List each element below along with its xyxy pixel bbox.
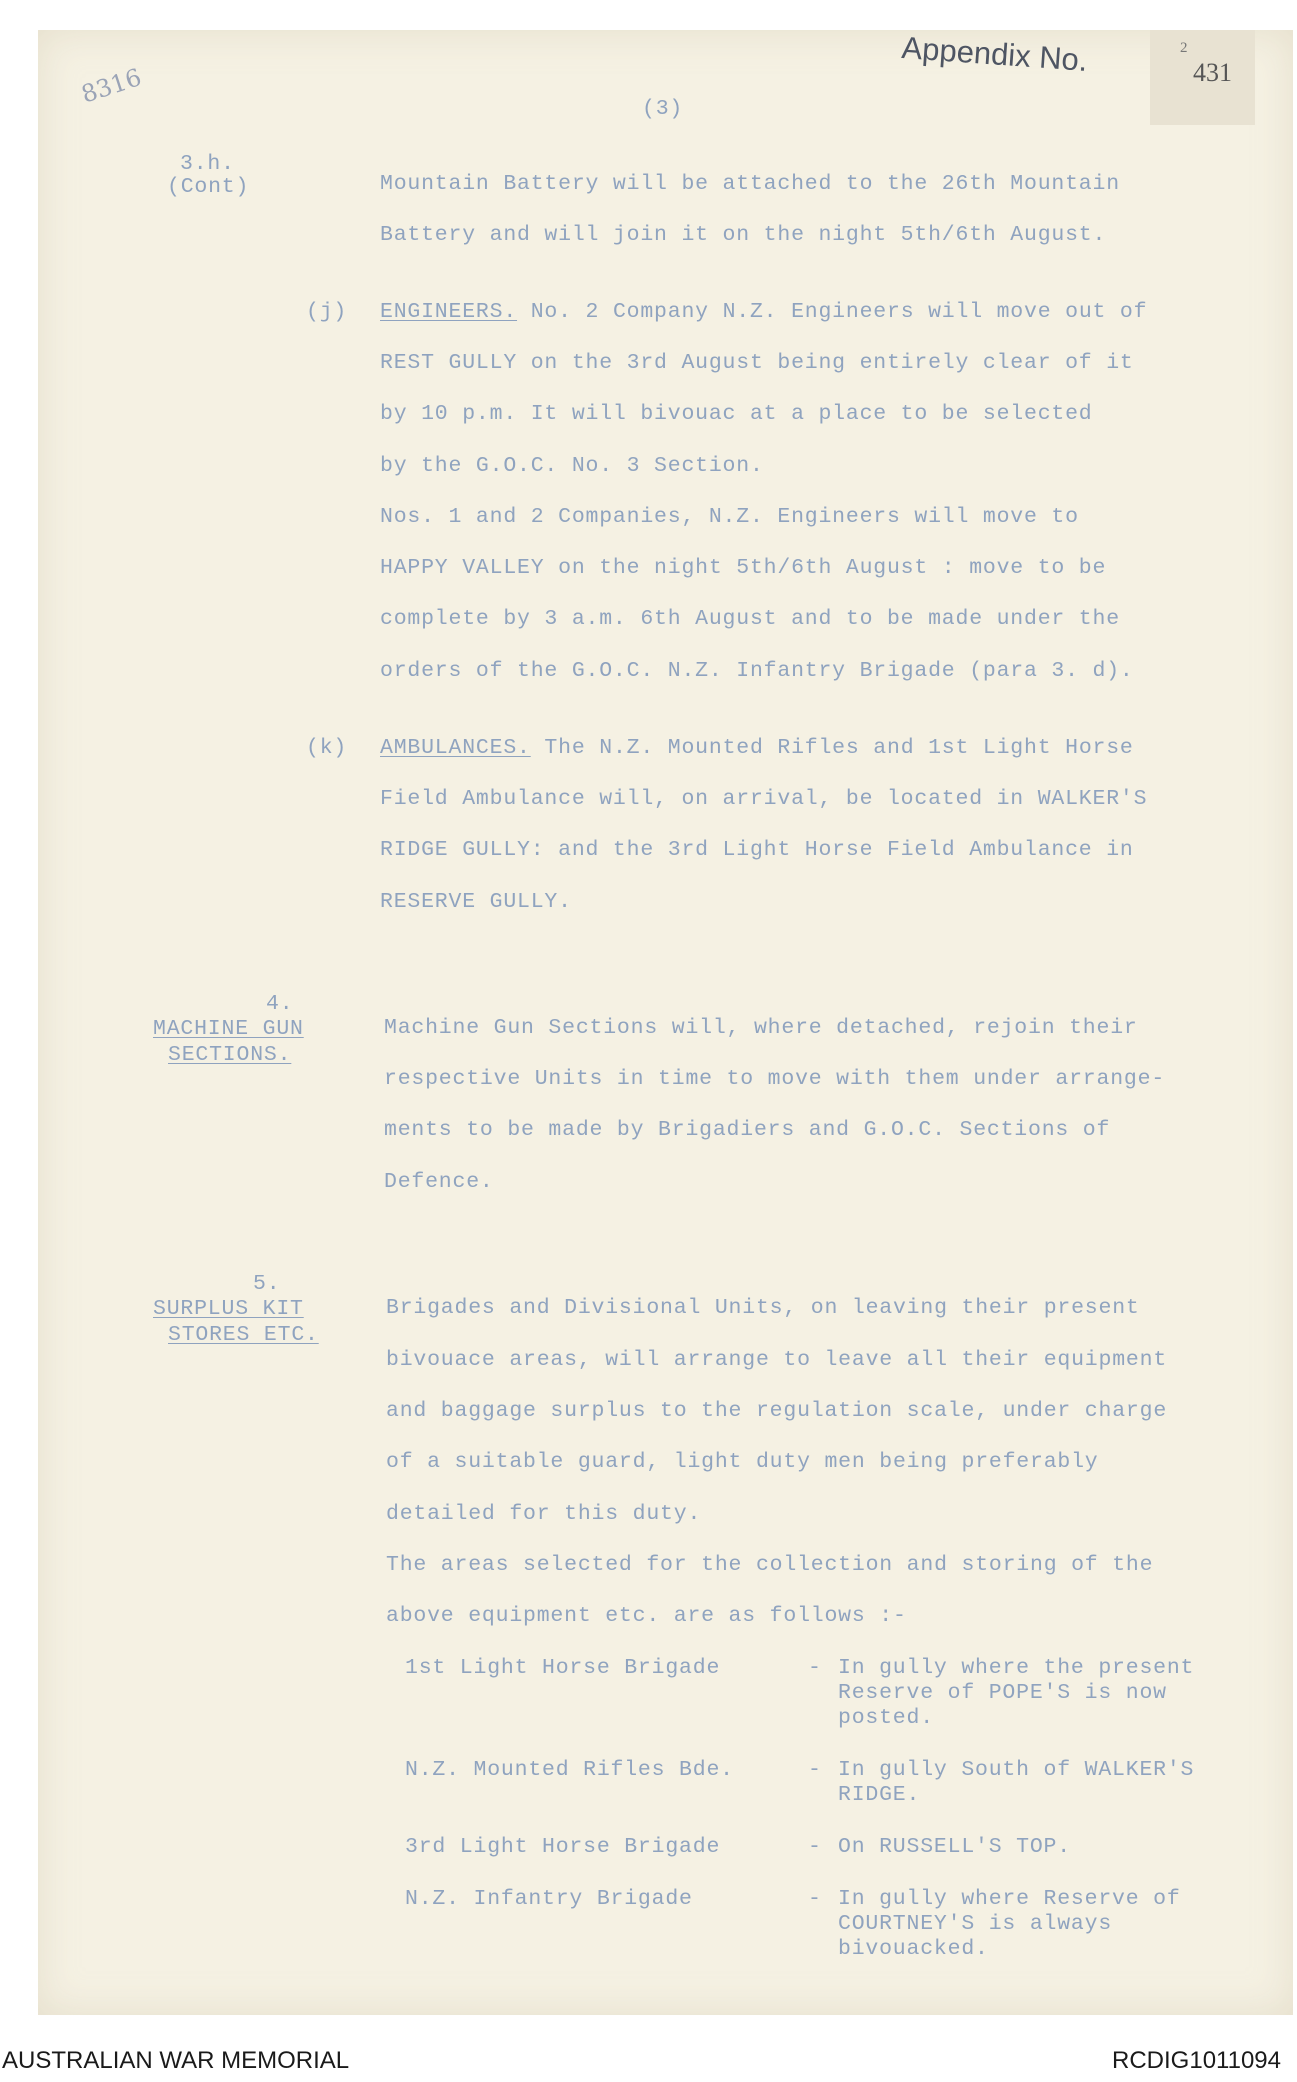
section-4-heading: SECTIONS. <box>168 1043 292 1067</box>
ambulances-heading: AMBULANCES. <box>380 736 531 760</box>
table-row-location: posted. <box>838 1706 934 1730</box>
body-line: Brigades and Divisional Units, on leaving their present <box>386 1296 1140 1320</box>
body-line: Nos. 1 and 2 Companies, N.Z. Engineers will move to <box>380 505 1079 529</box>
table-row-unit: 1st Light Horse Brigade <box>405 1656 721 1680</box>
body-line: of a suitable guard, light duty men being preferably <box>386 1450 1099 1474</box>
folio-superscript: 2 <box>1180 40 1188 56</box>
folio-number: 431 <box>1193 58 1232 87</box>
pencil-note: 8316 <box>78 63 145 109</box>
body-line: Mountain Battery will be attached to the 26th Mountain <box>380 172 1120 196</box>
table-row-unit: N.Z. Mounted Rifles Bde. <box>405 1758 734 1782</box>
table-row-location: In gully South of WALKER'S <box>838 1758 1195 1782</box>
section-4-heading: MACHINE GUN <box>153 1017 304 1041</box>
body-line: RIDGE GULLY: and the 3rd Light Horse Field Ambulance in <box>380 838 1134 862</box>
section-5-heading: STORES ETC. <box>168 1323 319 1347</box>
table-row-dash: - <box>808 1656 822 1680</box>
table-row-unit: N.Z. Infantry Brigade <box>405 1887 693 1911</box>
paragraph-j-first-line: ENGINEERS. No. 2 Company N.Z. Engineers will move out of <box>380 300 1148 324</box>
paragraph-k-first-line: AMBULANCES. The N.Z. Mounted Rifles and 1st Light Horse <box>380 736 1134 760</box>
body-line: orders of the G.O.C. N.Z. Infantry Brigade (para 3. d). <box>380 659 1134 683</box>
body-line: Field Ambulance will, on arrival, be located in WALKER'S <box>380 787 1148 811</box>
table-row-dash: - <box>808 1758 822 1782</box>
table-row-location: On RUSSELL'S TOP. <box>838 1835 1071 1859</box>
body-line: above equipment etc. are as follows :- <box>386 1604 907 1628</box>
body-line: Battery and will join it on the night 5th/6th August. <box>380 223 1107 247</box>
body-line: HAPPY VALLEY on the night 5th/6th August : move to be <box>380 556 1107 580</box>
page-number: (3) <box>642 97 684 121</box>
body-line: respective Units in time to move with them under arrange- <box>384 1067 1166 1091</box>
engineers-heading: ENGINEERS. <box>380 300 518 324</box>
footer-record-id: RCDIG1011094 <box>1112 2047 1281 2074</box>
table-row-location: RIDGE. <box>838 1783 921 1807</box>
body-line: RESERVE GULLY. <box>380 890 572 914</box>
body-line: Machine Gun Sections will, where detached, rejoin their <box>384 1016 1138 1040</box>
table-row-dash: - <box>808 1835 822 1859</box>
table-row-location: COURTNEY'S is always <box>838 1912 1113 1936</box>
section-5-number: 5. <box>253 1272 281 1296</box>
body-line: by the G.O.C. No. 3 Section. <box>380 454 764 478</box>
paragraph-k-label: (k) <box>306 736 348 760</box>
section-3h-number: 3.h. <box>180 152 235 176</box>
body-line: Defence. <box>384 1170 494 1194</box>
section-4-number: 4. <box>266 992 294 1016</box>
body-line: REST GULLY on the 3rd August being entirely clear of it <box>380 351 1134 375</box>
body-line: ments to be made by Brigadiers and G.O.C. Sections of <box>384 1118 1111 1142</box>
table-row-unit: 3rd Light Horse Brigade <box>405 1835 721 1859</box>
paragraph-j-label: (j) <box>306 300 348 324</box>
body-line: detailed for this duty. <box>386 1502 702 1526</box>
section-3h-cont: (Cont) <box>167 175 250 199</box>
body-line: complete by 3 a.m. 6th August and to be made under the <box>380 607 1120 631</box>
body-line: and baggage surplus to the regulation scale, under charge <box>386 1399 1168 1423</box>
table-row-location: In gully where the present <box>838 1656 1195 1680</box>
body-line: bivouace areas, will arrange to leave all their equipment <box>386 1348 1168 1372</box>
section-5-heading: SURPLUS KIT <box>153 1297 304 1321</box>
table-row-location: In gully where Reserve of <box>838 1887 1181 1911</box>
table-row-dash: - <box>808 1887 822 1911</box>
footer-archive-name: AUSTRALIAN WAR MEMORIAL <box>2 2047 350 2074</box>
appendix-stamp: Appendix No. <box>900 30 1089 78</box>
table-row-location: bivouacked. <box>838 1937 989 1961</box>
table-row-location: Reserve of POPE'S is now <box>838 1681 1167 1705</box>
body-line: by 10 p.m. It will bivouac at a place to be selected <box>380 402 1093 426</box>
body-line: The areas selected for the collection and storing of the <box>386 1553 1154 1577</box>
